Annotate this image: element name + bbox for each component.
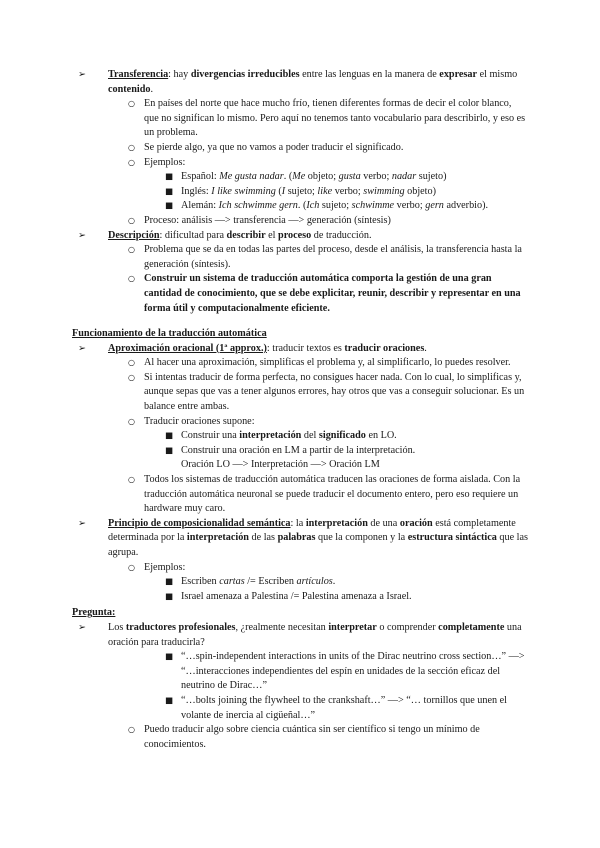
circle-bullet-icon: ○: [128, 274, 135, 284]
bullet-transferencia: ➢ Transferencia: hay divergencias irreducibles entre las lenguas en la manera de expresar el mismo contenido.: [78, 69, 518, 95]
arrow-bullet-icon: ➢: [78, 229, 86, 241]
square-bullet-icon: ■: [165, 172, 174, 183]
subitem-ejemplos-2: ○ Ejemplos:: [144, 561, 528, 576]
arrow-bullet-icon: ➢: [78, 517, 86, 529]
example-escriben: ■ Escriben cartas /= Escriben artículos.: [181, 575, 528, 590]
quote-flywheel: ■ “…bolts joining the flywheel to the crankshaft…” —> “… tornillos que unen el volante de inercia al cigüeñal…”: [165, 694, 508, 721]
circle-bullet-icon: ○: [128, 215, 135, 225]
subitem-se-pierde: ○ Se pierde algo, ya que no vamos a poder traducir el significado.: [144, 141, 528, 156]
square-bullet-icon: ■: [165, 431, 174, 442]
subitem-paises-norte: ○ En países del norte que hace mucho frío, tienen diferentes formas de decir el color blanco, que no significan lo mismo. Pero aquí no tenemos tanto vocabulario para describirlo, y eso es un problema.: [128, 98, 526, 139]
square-bullet-icon: ■: [165, 577, 174, 588]
arrow-bullet-icon: ➢: [78, 621, 86, 633]
quote-dirac: ■ “…spin-independent interactions in units of the Dirac neutrino cross section…” —> “…interacciones independientes del espín en unidades de la sección eficaz del neutrino de Dirac…”: [165, 651, 525, 692]
bullet-composicionalidad: ➢ Principio de composicionalidad semántica: la interpretación de una oración está completamente determinada por la interpretación de las palabras que la componen y la estructura sintáctica que las agrupa.: [78, 517, 528, 558]
subitem-puedo-traducir: ○ Puedo traducir algo sobre ciencia cuántica sin ser científico si tengo un mínimo de conocimientos.: [128, 724, 480, 750]
example-aleman: ■ Alemán: Ich schwimme gern. (Ich sujeto; schwimme verbo; gern adverbio).: [181, 199, 528, 214]
subitem-problema: ○ Problema que se da en todas las partes del proceso, desde el análisis, la transferencia hasta la generación (síntesis).: [128, 244, 522, 270]
subitem-construir-sistema: ○ Construir un sistema de traducción automática comporta la gestión de una gran cantidad de conocimiento, que se debe explicitar, reunir, describir y representar en una forma útil y computacionalmente eficiente.: [128, 273, 521, 314]
term-aproximacion: Aproximación oracional (1ª approx.): [108, 342, 267, 354]
arrow-bullet-icon: ➢: [78, 342, 86, 354]
document-page: [0, 68, 600, 752]
subitem-todos-sistemas: ○ Todos los sistemas de traducción automática traducen las oraciones de forma aislada. Con la traducción automática neuronal se puede traducir el documento entero, pero eso requiere un hardware muy caro.: [128, 474, 521, 515]
circle-bullet-icon: ○: [128, 157, 135, 167]
circle-bullet-icon: ○: [128, 562, 135, 572]
square-bullet-icon: ■: [165, 445, 174, 456]
flow-oracion: Oración LO —> Interpretación —> Oración LM: [181, 459, 380, 471]
circle-bullet-icon: ○: [128, 99, 135, 109]
square-bullet-icon: ■: [165, 186, 174, 197]
term-descripcion: Descripción: [108, 229, 160, 241]
bullet-traductores: ➢ Los traductores profesionales, ¿realmente necesitan interpretar o comprender completamente una oración para traducirla?: [78, 621, 522, 648]
bullet-aproximacion: ➢ Aproximación oracional (1ª approx.): traducir textos es traducir oraciones.: [108, 342, 528, 357]
section-heading-pregunta: Pregunta:: [72, 607, 116, 619]
example-israel: ■ Israel amenaza a Palestina /= Palestina amenaza a Israel.: [181, 590, 528, 605]
bullet-descripcion: ➢ Descripción: dificultad para describir el proceso de traducción.: [108, 229, 528, 244]
square-bullet-icon: ■: [165, 695, 174, 706]
circle-bullet-icon: ○: [128, 725, 135, 735]
circle-bullet-icon: ○: [128, 358, 135, 368]
arrow-bullet-icon: ➢: [78, 69, 86, 80]
step-construir-interpretacion: ■ Construir una interpretación del significado en LO.: [181, 429, 528, 444]
term-transferencia: Transferencia: [108, 69, 169, 80]
section-heading-funcionamiento: Funcionamiento de la traducción automática: [72, 328, 267, 340]
square-bullet-icon: ■: [165, 591, 174, 602]
example-ingles: ■ Inglés: I like swimming (I sujeto; like verbo; swimming objeto): [181, 185, 528, 200]
subitem-proceso: ○ Proceso: análisis —> transferencia —> generación (síntesis): [144, 214, 528, 229]
circle-bullet-icon: ○: [128, 475, 135, 485]
circle-bullet-icon: ○: [128, 142, 135, 152]
term-composicionalidad: Principio de composicionalidad semántica: [108, 517, 291, 529]
subitem-si-intentas: ○ Si intentas traducir de forma perfecta, no consigues hacer nada. Con lo cual, lo simplificas y, aunque sepas que vas a tener algunos errores, hay otros que vas a conseguir solucionar. Es un balance entre ambas.: [128, 371, 525, 413]
circle-bullet-icon: ○: [128, 372, 135, 382]
square-bullet-icon: ■: [165, 201, 174, 212]
square-bullet-icon: ■: [165, 652, 174, 663]
subitem-ejemplos: ○ Ejemplos:: [144, 156, 528, 171]
circle-bullet-icon: ○: [128, 245, 135, 255]
subitem-traducir-oraciones: ○ Traducir oraciones supone:: [144, 415, 528, 430]
subitem-al-hacer: ○ Al hacer una aproximación, simplificas el problema y, al simplificarlo, lo puedes resolver.: [144, 356, 528, 371]
circle-bullet-icon: ○: [128, 416, 135, 426]
example-espanol: ■ Español: Me gusta nadar. (Me objeto; gusta verbo; nadar sujeto): [181, 170, 528, 185]
step-construir-oracion: ■ Construir una oración en LM a partir de la interpretación. Oración LO —> Interpretación —> Oración LM: [165, 444, 416, 471]
